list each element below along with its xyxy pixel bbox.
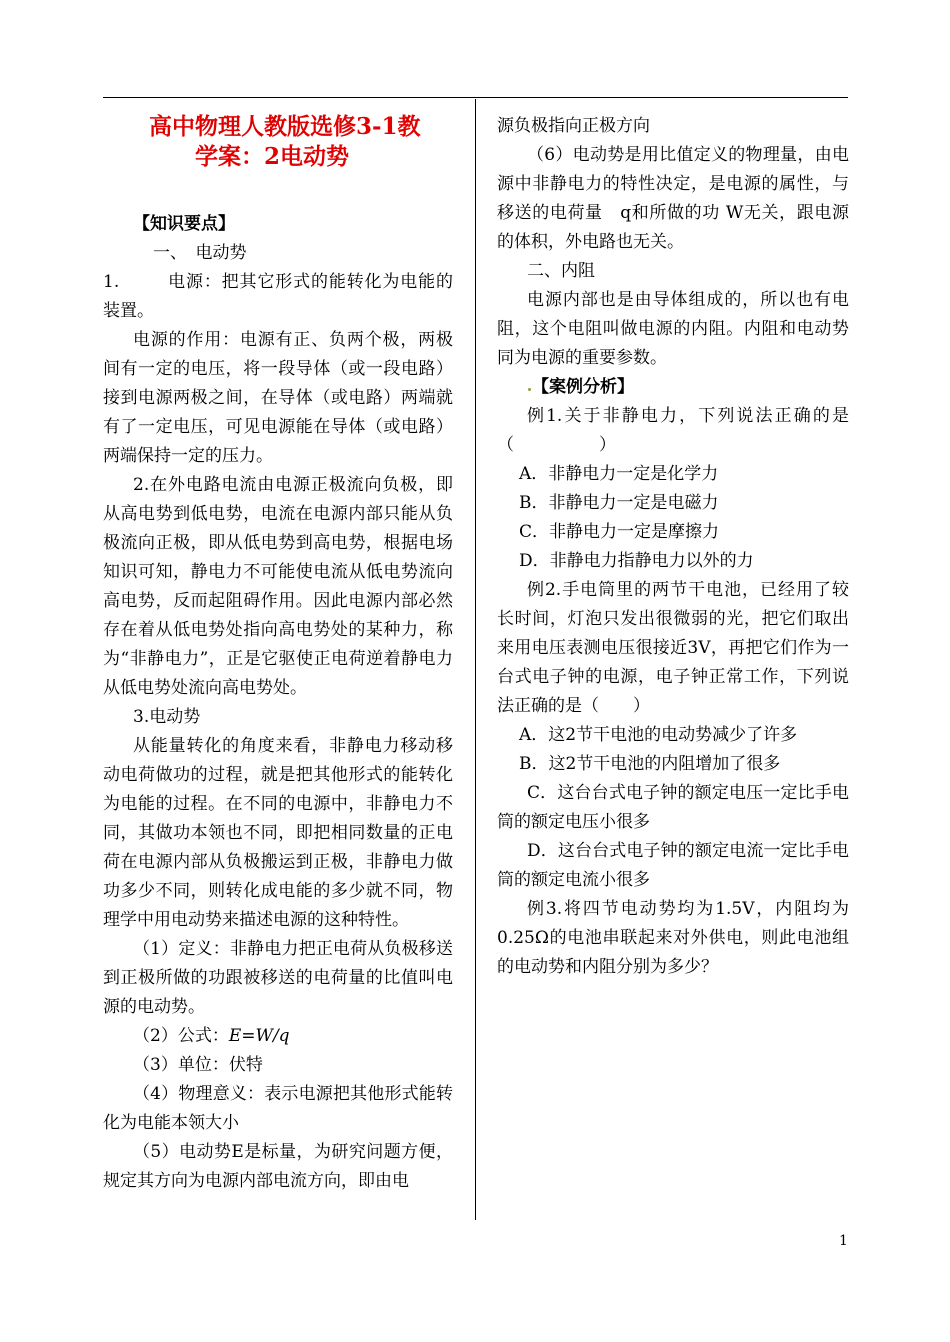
formula-label: （2）公式： [133,1026,229,1046]
example-2-option-d: D．这台台式电子钟的额定电流一定比手电筒的额定电流小很多 [497,841,849,890]
definition-2 [103,1022,453,1051]
example-2-option-c: C．这台台式电子钟的额定电压一定比手电筒的额定电压小很多 [497,783,849,832]
stray-dot [528,388,531,391]
example-2-option-a: A．这2节干电池的电动势减少了许多 [519,725,798,745]
example-1-option-d: D．非静电力指静电力以外的力 [519,551,754,571]
definition-6: （6）电动势是用比值定义的物理量，由电源中非静电力的特性决定，是电源的属性，与移送的电荷量 q和所做的功 W无关，跟电源的体积，外电路也无关。 [497,145,849,252]
section-2-text: 电源内部也是由导体组成的，所以也有电阻，这个电阻叫做电源的内阻。内阻和电动势同为电源的重要参数。 [497,290,849,368]
example-1-option-c: C．非静电力一定是摩擦力 [519,522,720,542]
paragraph-2: 2.在外电路电流由电源正极流向负极，即从高电势到低电势，电流在电源内部只能从负极流向正极，即从低电势到高电势，根据电场知识可知，静电力不可能使电流从低电势流向高电势，反而起阻碍作用。因此电源内部必然存在着从低电势处指向高电势处的某种力，称为“非静电力”，正是它驱使正电荷逆着静电力从低电势处流向高电势处。 [103,475,453,698]
power-source-role-paragraph: 电源的作用：电源有正、负两个极，两极间有一定的电压，将一段导体（或一段电路）接到电源两极之间，在导体（或电路）两端就有了一定电压，可见电源能在导体（或电路）两端保持一定的压力。 [103,330,453,466]
section-2-heading: 二、内阻 [527,261,595,281]
definition-3: （3）单位：伏特 [133,1055,263,1075]
knowledge-points-label: 【知识要点】 [133,214,235,234]
example-1-question: 例1.关于非静电力，下列说法正确的是（ ） [497,406,849,455]
title-line-2: 学案：2电动势 [195,143,350,170]
case-analysis-label: 【案例分析】 [497,373,849,402]
item-1 [103,268,453,326]
document-title [103,112,453,172]
right-column [497,112,849,982]
definition-5: （5）电动势E是标量，为研究问题方便，规定其方向为电源内部电流方向，即由电 [103,1142,453,1191]
left-column [103,112,453,1196]
column-divider [475,99,476,1220]
example-2-question: 例2.手电筒里的两节干电池，已经用了较长时间，灯泡只发出很微弱的光，把它们取出来用电压表测电压很接近3V，再把它们作为一台式电子钟的电源，电子钟正常工作，下列说法正确的是（ ） [497,580,849,716]
example-1-option-a: A．非静电力一定是化学力 [519,464,719,484]
paragraph-3: 从能量转化的角度来看，非静电力移动移动电荷做功的过程，就是把其他形式的能转化为电能的过程。在不同的电源中，非静电力不同，其做功本领也不同，即把相同数量的正电荷在电源内部从负极搬运到正极，非静电力做功多少不同，则转化成电能的多少就不同，物理学中用电动势来描述电源的这种特性。 [103,736,453,930]
example-3-question: 例3.将四节电动势均为1.5V，内阻均为0.25Ω的电池串联起来对外供电，则此电池组的电动势和内阻分别为多少？ [497,899,849,977]
item-1-number: 1. [103,272,120,292]
definition-4: （4）物理意义：表示电源把其他形式能转化为电能本领大小 [103,1084,453,1133]
definition-5-continued: 源负极指向正极方向 [497,116,650,136]
top-rule [103,97,848,98]
example-1-option-b: B．非静电力一定是电磁力 [519,493,719,513]
section-1-heading: 一、 电动势 [153,243,247,263]
title-line-1: 高中物理人教版选修3-1教 [149,113,421,140]
paragraph-3-heading: 3.电动势 [133,707,201,727]
page-number: 1 [839,1233,848,1249]
formula: E=W/q [228,1026,290,1046]
item-1-text: 电源：把其它形式的能转化为电能的装置。 [103,272,453,321]
example-2-option-b: B．这2节干电池的内阻增加了很多 [519,754,781,774]
definition-1: （1）定义：非静电力把正电荷从负极移送到正极所做的功跟被移送的电荷量的比值叫电源的电动势。 [103,939,453,1017]
